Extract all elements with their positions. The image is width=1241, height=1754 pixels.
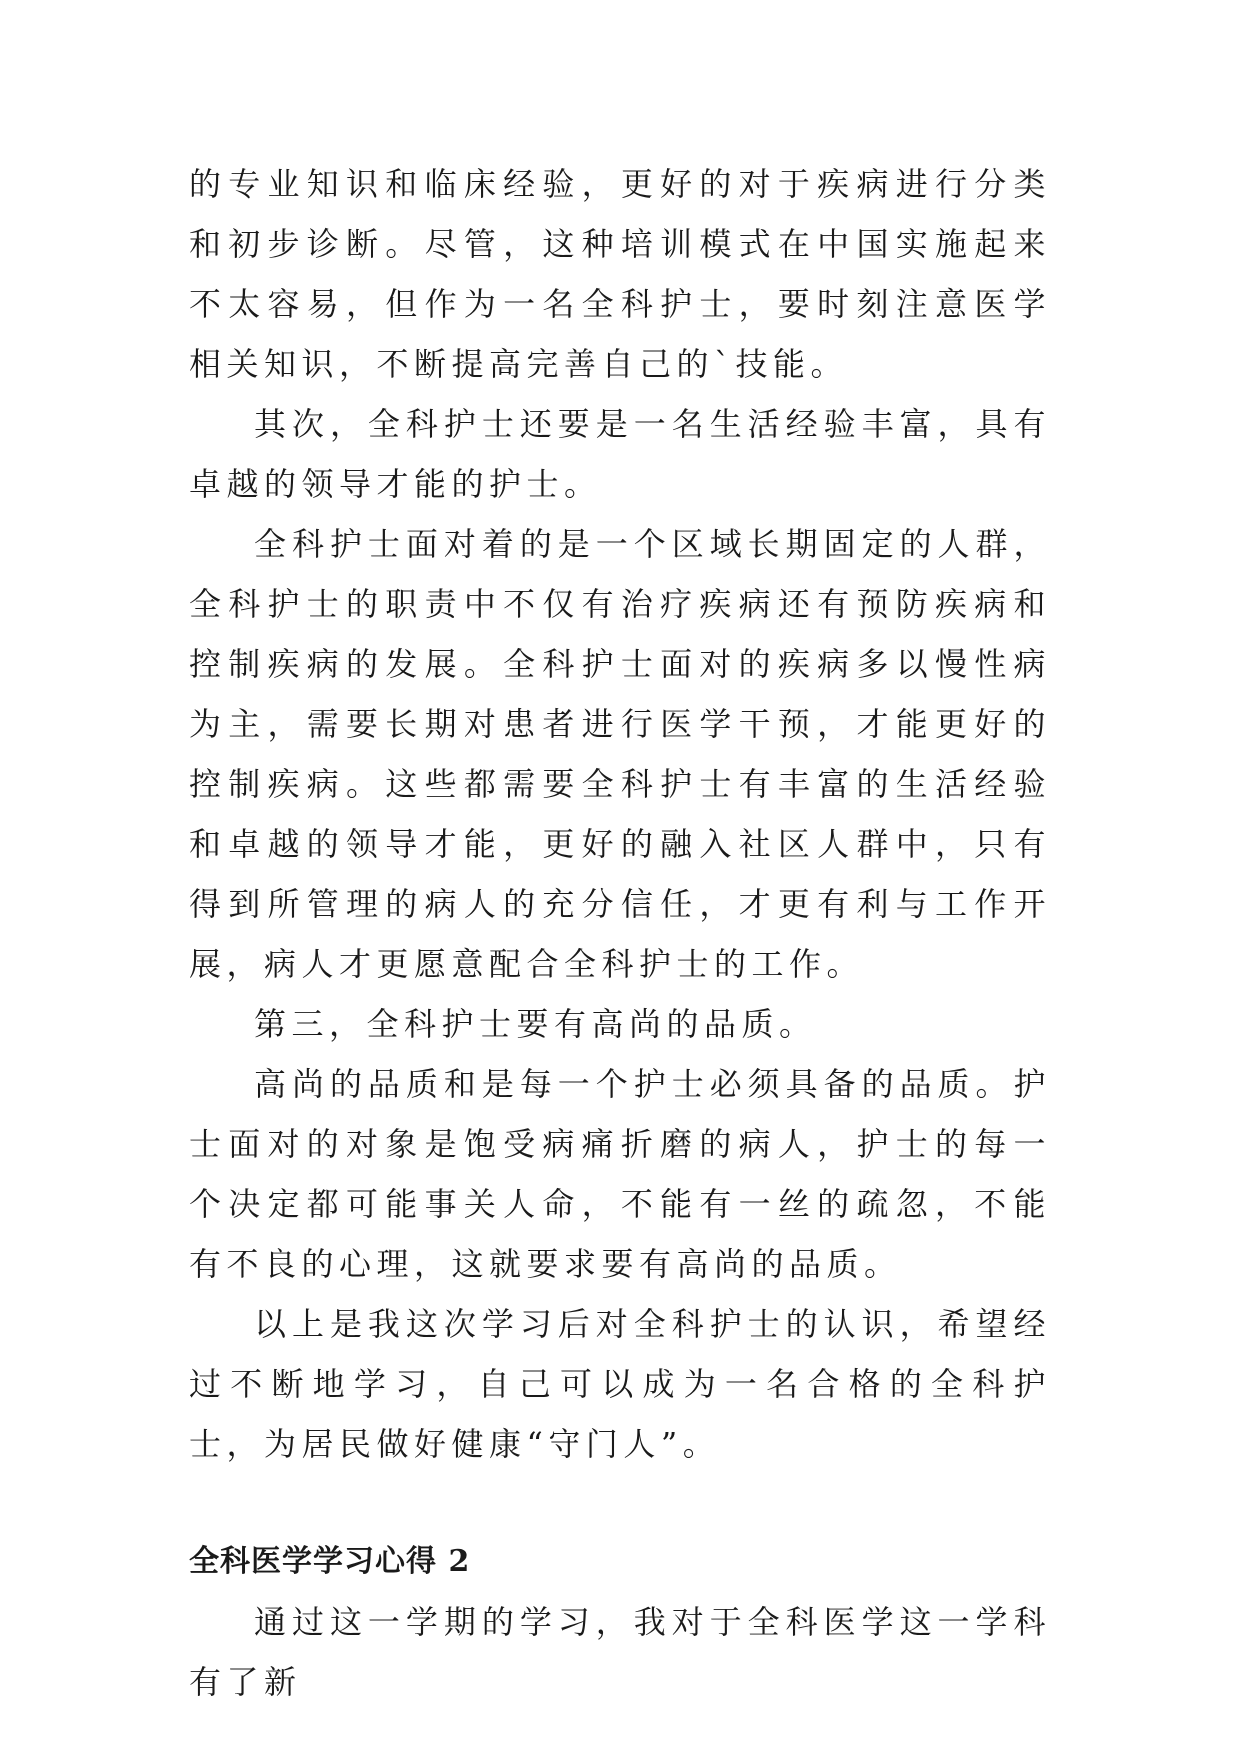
paragraph-3: 全科护士面对着的是一个区域长期固定的人群，全科护士的职责中不仅有治疗疾病还有预防疾病和控制疾病的发展。全科护士面对的疾病多以慢性病为主，需要长期对患者进行医学干预，才能更好的控制疾病。这些都需要全科护士有丰富的生活经验和卓越的领导才能，更好的融入社区人群中，只有得到所管理的病人的充分信任，才更有利与工作开展，病人才更愿意配合全科护士的工作。 [189, 525, 1051, 983]
section-heading: 全科医学学习心得 2 [189, 1544, 471, 1579]
document-page [189, 154, 1051, 1712]
paragraph-5: 高尚的品质和是每一个护士必须具备的品质。护士面对的对象是饱受病痛折磨的病人，护士的每一个决定都可能事关人命，不能有一丝的疏忽，不能有不良的心理，这就要求要有高尚的品质。 [189, 1065, 1051, 1283]
paragraph-2: 其次，全科护士还要是一名生活经验丰富，具有卓越的领导才能的护士。 [189, 405, 1051, 503]
paragraph-1: 的专业知识和临床经验，更好的对于疾病进行分类和初步诊断。尽管，这种培训模式在中国实施起来不太容易，但作为一名全科护士，要时刻注意医学相关知识，不断提高完善自己的`技能。 [189, 165, 1051, 383]
paragraph-7: 通过这一学期的学习，我对于全科医学这一学科有了新 [189, 1603, 1051, 1701]
paragraph-4: 第三，全科护士要有高尚的品质。 [254, 1005, 817, 1043]
paragraph-6: 以上是我这次学习后对全科护士的认识，希望经过不断地学习，自己可以成为一名合格的全科护士，为居民做好健康“守门人”。 [189, 1305, 1051, 1463]
